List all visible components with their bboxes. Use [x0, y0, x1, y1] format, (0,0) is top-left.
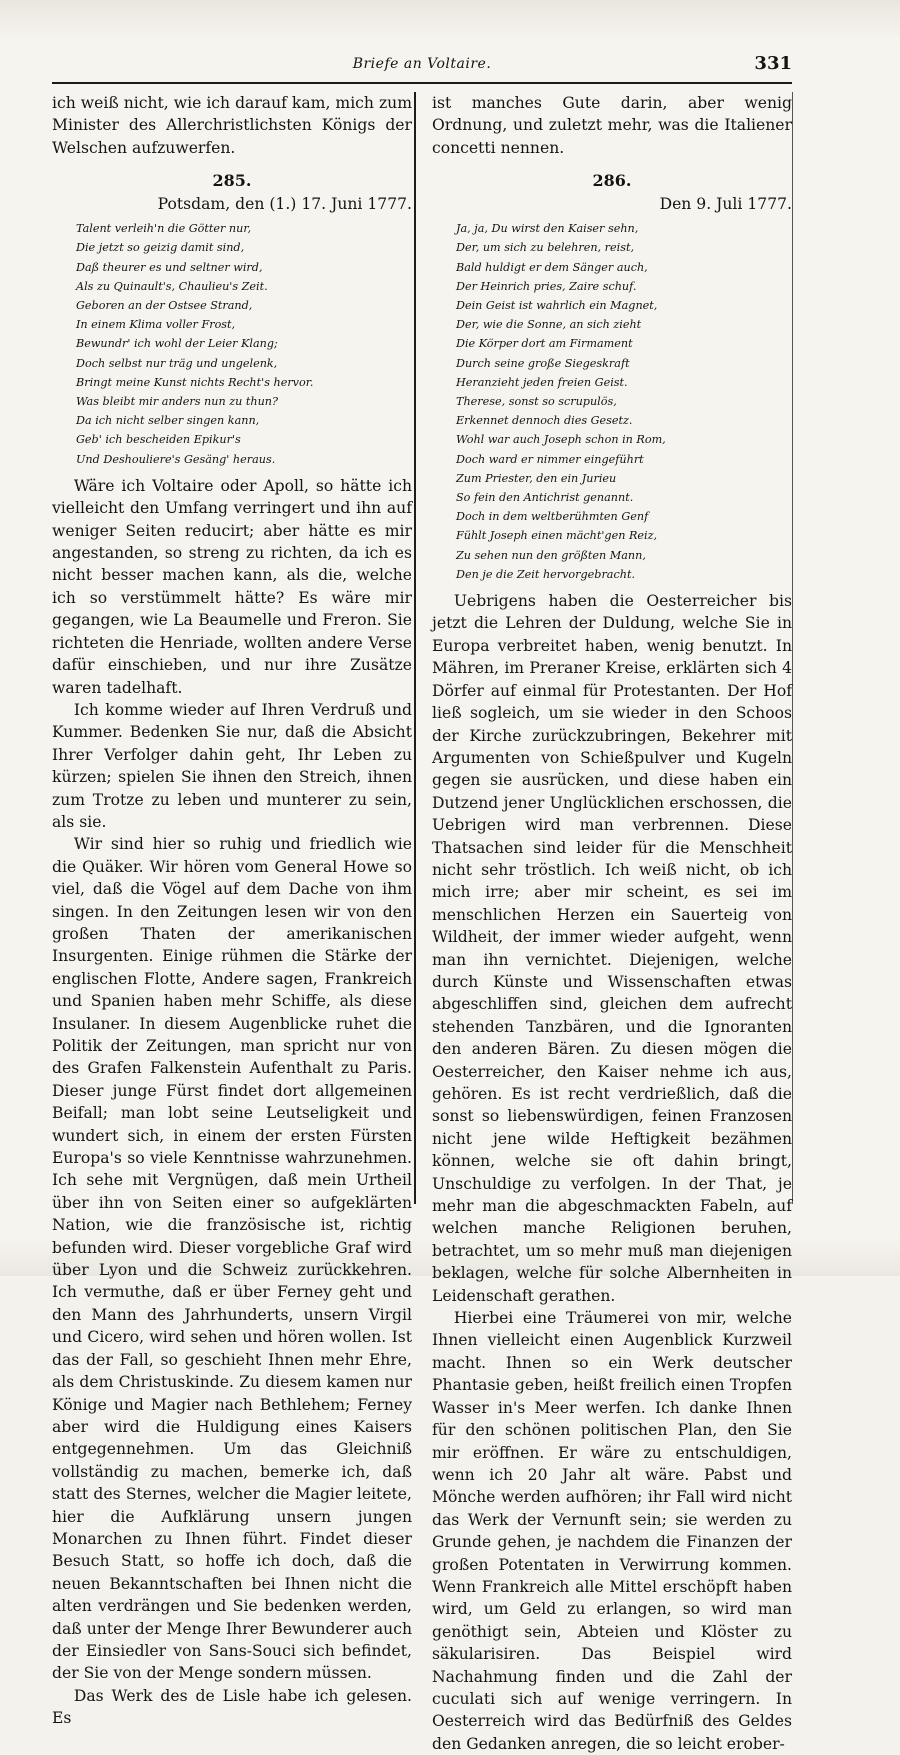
- column-divider: [414, 92, 416, 1204]
- poem-285: [76, 219, 412, 469]
- poem-line: Der Heinrich pries, Zaire schuf.: [456, 279, 637, 293]
- paragraph: Ich komme wieder auf Ihren Verdruß und Kummer. Bedenken Sie nur, daß die Absicht Ihrer Verfolger dahin geht, Ihr Leben zu kürzen; spielen Sie ihnen den Streich, ihnen zum Trotze zu leben und munterer zu sein, als sie.: [52, 700, 412, 831]
- letter-number-286: 286.: [592, 171, 632, 191]
- poem-line: Wohl war auch Joseph schon in Rom,: [456, 433, 666, 447]
- poem-line: Heranzieht jeden freien Geist.: [456, 375, 628, 389]
- letter-285-dateline: Potsdam, den (1.) 17. Juni 1777.: [157, 195, 412, 214]
- running-title: Briefe an Voltaire.: [352, 56, 492, 72]
- poem-286: [456, 219, 792, 584]
- right-opening-text: ist manches Gute darin, aber wenig Ordnung, und zuletzt mehr, was die Italiener concetti nennen.: [432, 94, 792, 157]
- poem-line: Doch selbst nur träg und ungelenk,: [76, 356, 278, 370]
- right-margin-rule: [792, 92, 793, 1204]
- poem-line: Doch ward er nimmer eingeführt: [456, 452, 644, 466]
- left-column: [52, 92, 412, 1730]
- poem-line: Der, wie die Sonne, an sich zieht: [456, 318, 642, 332]
- poem-line: Therese, sonst so scrupulös,: [456, 395, 617, 409]
- paragraph: Wir sind hier so ruhig und friedlich wie die Quäker. Wir hören vom General Howe so viel, daß die Vögel auf dem Dache von ihm singen. In den Zeitungen lesen wir von den großen Thaten der amerikanischen Insurgenten. Einige rühmen die Stärke der englischen Flotte, Andere sagen, Frankreich und Spanien haben mehr Schiffe, als diese Insulaner. In diesem Augenblicke ruhet die Politik der Zeitungen, man spricht nur von des Grafen Falkenstein Aufenthalt zu Paris. Dieser junge Fürst findet dort allgemeinen Beifall; man lobt seine Leutseligkeit und wundert sich, in einem der ersten Fürsten Europa's so viele Kenntnisse wahrzunehmen. Ich sehe mit Vergnügen, daß mein Urtheil über ihn von Seiten einer so aufgeklärten Nation, wie die französische ist, richtig befunden wird. Dieser vorgebliche Graf wird über Lyon und die Schweiz zurückkehren. Ich vermuthe, daß er über Ferney geht und den Mann des Jahrhunderts, unsern Virgil und Cicero, wird sehen und hören wollen. Ist das der Fall, so geschieht Ihnen mehr Ehre, als dem Christuskinde. Zu diesem kamen nur Könige und Magier nach Bethlehem; Ferney aber wird die Huldigung eines Kaisers entgegennehmen. Um das Gleichniß vollständig zu machen, bemerke ich, daß statt des Sternes, welcher die Magier leitete, hier die Aufklärung unsern jungen Monarchen zu Ihnen führt. Findet dieser Besuch Statt, so hoffe ich doch, daß die neuen Bekanntschaften bei Ihnen nicht die alten verdrängen und Sie bedenken werden, daß unter der Menge Ihrer Bewunderer auch der Einsiedler von Sans-Souci sich befindet, der Sie von der Menge sondern müssen.: [52, 835, 412, 1683]
- poem-line: Die Körper dort am Firmament: [456, 337, 633, 351]
- poem-line: Den je die Zeit hervorgebracht.: [456, 567, 635, 581]
- poem-line: Durch seine große Siegeskraft: [456, 356, 630, 370]
- poem-line: Als zu Quinault's, Chaulieu's Zeit.: [76, 279, 268, 293]
- page-number: 331: [754, 53, 792, 74]
- poem-line: Daß theurer es und seltner wird,: [76, 260, 263, 274]
- poem-line: Die jetzt so geizig damit sind,: [76, 241, 245, 255]
- poem-line: Dein Geist ist wahrlich ein Magnet,: [456, 299, 658, 313]
- poem-line: Erkennet dennoch dies Gesetz.: [456, 414, 633, 428]
- paragraph: Hierbei eine Träumerei von mir, welche Ihnen vielleicht einen Augenblick Kurzweil macht. Ihnen so ein Werk deutscher Phantasie geben, heißt freilich einen Tropfen Wasser in's Meer werfen. Ich danke Ihnen für den schönen politischen Plan, den Sie mir eröffnen. Er wäre zu entschuldigen, wenn ich 20 Jahr alt wäre. Pabst und Mönche werden aufhören; ihr Fall wird nicht das Werk der Vernunft sein; sie werden zu Grunde gehen, je nachdem die Finanzen der großen Potentaten in Verwirrung kommen. Wenn Frankreich alle Mittel erschöpft haben wird, um Geld zu erlangen, so wird man genöthigt sein, Abteien und Klöster zu säkularisiren. Das Beispiel wird Nachahmung finden und die Zahl der cuculati sich auf wenige verringern. In Oesterreich wird das Bedürfniß des Geldes den Gedanken anregen, die so leicht erober-: [432, 1309, 792, 1753]
- poem-line: Bringt meine Kunst nichts Recht's hervor.: [76, 375, 314, 389]
- poem-line: Zu sehen nun den größten Mann,: [456, 548, 646, 562]
- poem-line: Bald huldigt er dem Sänger auch,: [456, 260, 648, 274]
- running-header: [52, 50, 792, 84]
- poem-line: Ja, ja, Du wirst den Kaiser sehn,: [456, 222, 639, 236]
- poem-line: Geb' ich bescheiden Epikur's: [76, 433, 241, 447]
- poem-line: In einem Klima voller Frost,: [76, 318, 236, 332]
- poem-line: Was bleibt mir anders nun zu thun?: [76, 395, 278, 409]
- poem-line: Bewundr' ich wohl der Leier Klang;: [76, 337, 278, 351]
- paragraph: Das Werk des de Lisle habe ich gelesen. Es: [52, 1686, 412, 1728]
- letter-286-dateline: Den 9. Juli 1777.: [659, 195, 792, 214]
- poem-line: So fein den Antichrist genannt.: [456, 491, 634, 505]
- poem-line: Talent verleih'n die Götter nur,: [76, 222, 252, 236]
- poem-line: Der, um sich zu belehren, reist,: [456, 241, 635, 255]
- paragraph: Wäre ich Voltaire oder Apoll, so hätte ich vielleicht den Umfang verringert und ihn auf weniger Seiten reducirt; aber hätte es mir angestanden, so streng zu richten, da ich es nicht besser machen kann, als die, welche ich so verstümmelt hätte? Es wäre mir gegangen, wie La Beaumelle und Freron. Sie richteten die Henriade, wollten andere Verse dafür einschieben, und nur ihre Zusätze waren tadelhaft.: [52, 476, 412, 697]
- poem-line: Zum Priester, den ein Jurieu: [456, 471, 617, 485]
- poem-line: Doch in dem weltberühmten Genf: [456, 510, 649, 524]
- poem-line: Geboren an der Ostsee Strand,: [76, 299, 253, 313]
- poem-line: Und Deshouliere's Gesäng' heraus.: [76, 452, 276, 466]
- poem-line: Fühlt Joseph einen mächt'gen Reiz,: [456, 529, 658, 543]
- poem-line: Da ich nicht selber singen kann,: [76, 414, 260, 428]
- right-column: [432, 92, 792, 1755]
- paragraph: Uebrigens haben die Oesterreicher bis jetzt die Lehren der Duldung, welche Sie in Europa verbreitet haben, wenig benutzt. In Mähren, im Preraner Kreise, erklärten sich 4 Dörfer auf einmal für Protestanten. Der Hof ließ sogleich, um sie wieder in den Schoos der Kirche zurückzubringen, Bekehrer mit Argumenten von Schießpulver und Kugeln gegen sie ausrücken, und diese haben ein Dutzend jener Unglücklichen erschossen, die Uebrigen wird man verbrennen. Diese Thatsachen sind leider für die Menschheit nicht sehr tröstlich. Ich weiß nicht, ob ich mich irre; aber mir scheint, es sei im menschlichen Herzen ein Sauerteig von Wildheit, der immer wieder aufgeht, wenn man ihn vernichtet. Diejenigen, welche durch Künste und Wissenschaften etwas abgeschliffen sind, gleichen dem aufrecht stehenden Tanzbären, und die Ignoranten den anderen Bären. Zu diesen mögen die Oesterreicher, den Kaiser nehme ich aus, gehören. Es ist recht verdrießlich, daß die sonst so liebenswürdigen, feinen Franzosen nicht jene wilde Heftigkeit bezähmen können, welche sie oft dahin bringt, Unschuldige zu verfolgen. In der That, je mehr man die abgeschmackten Fabeln, auf welchen manche Religionen beruhen, betrachtet, um so mehr muß man diejenigen beklagen, welche für solche Albernheiten in Leidenschaft gerathen.: [432, 592, 792, 1305]
- letter-number-285: 285.: [212, 171, 252, 191]
- left-opening-text: ich weiß nicht, wie ich darauf kam, mich zum Minister des Allerchristlichsten Königs der Welschen aufzuwerfen.: [52, 94, 412, 157]
